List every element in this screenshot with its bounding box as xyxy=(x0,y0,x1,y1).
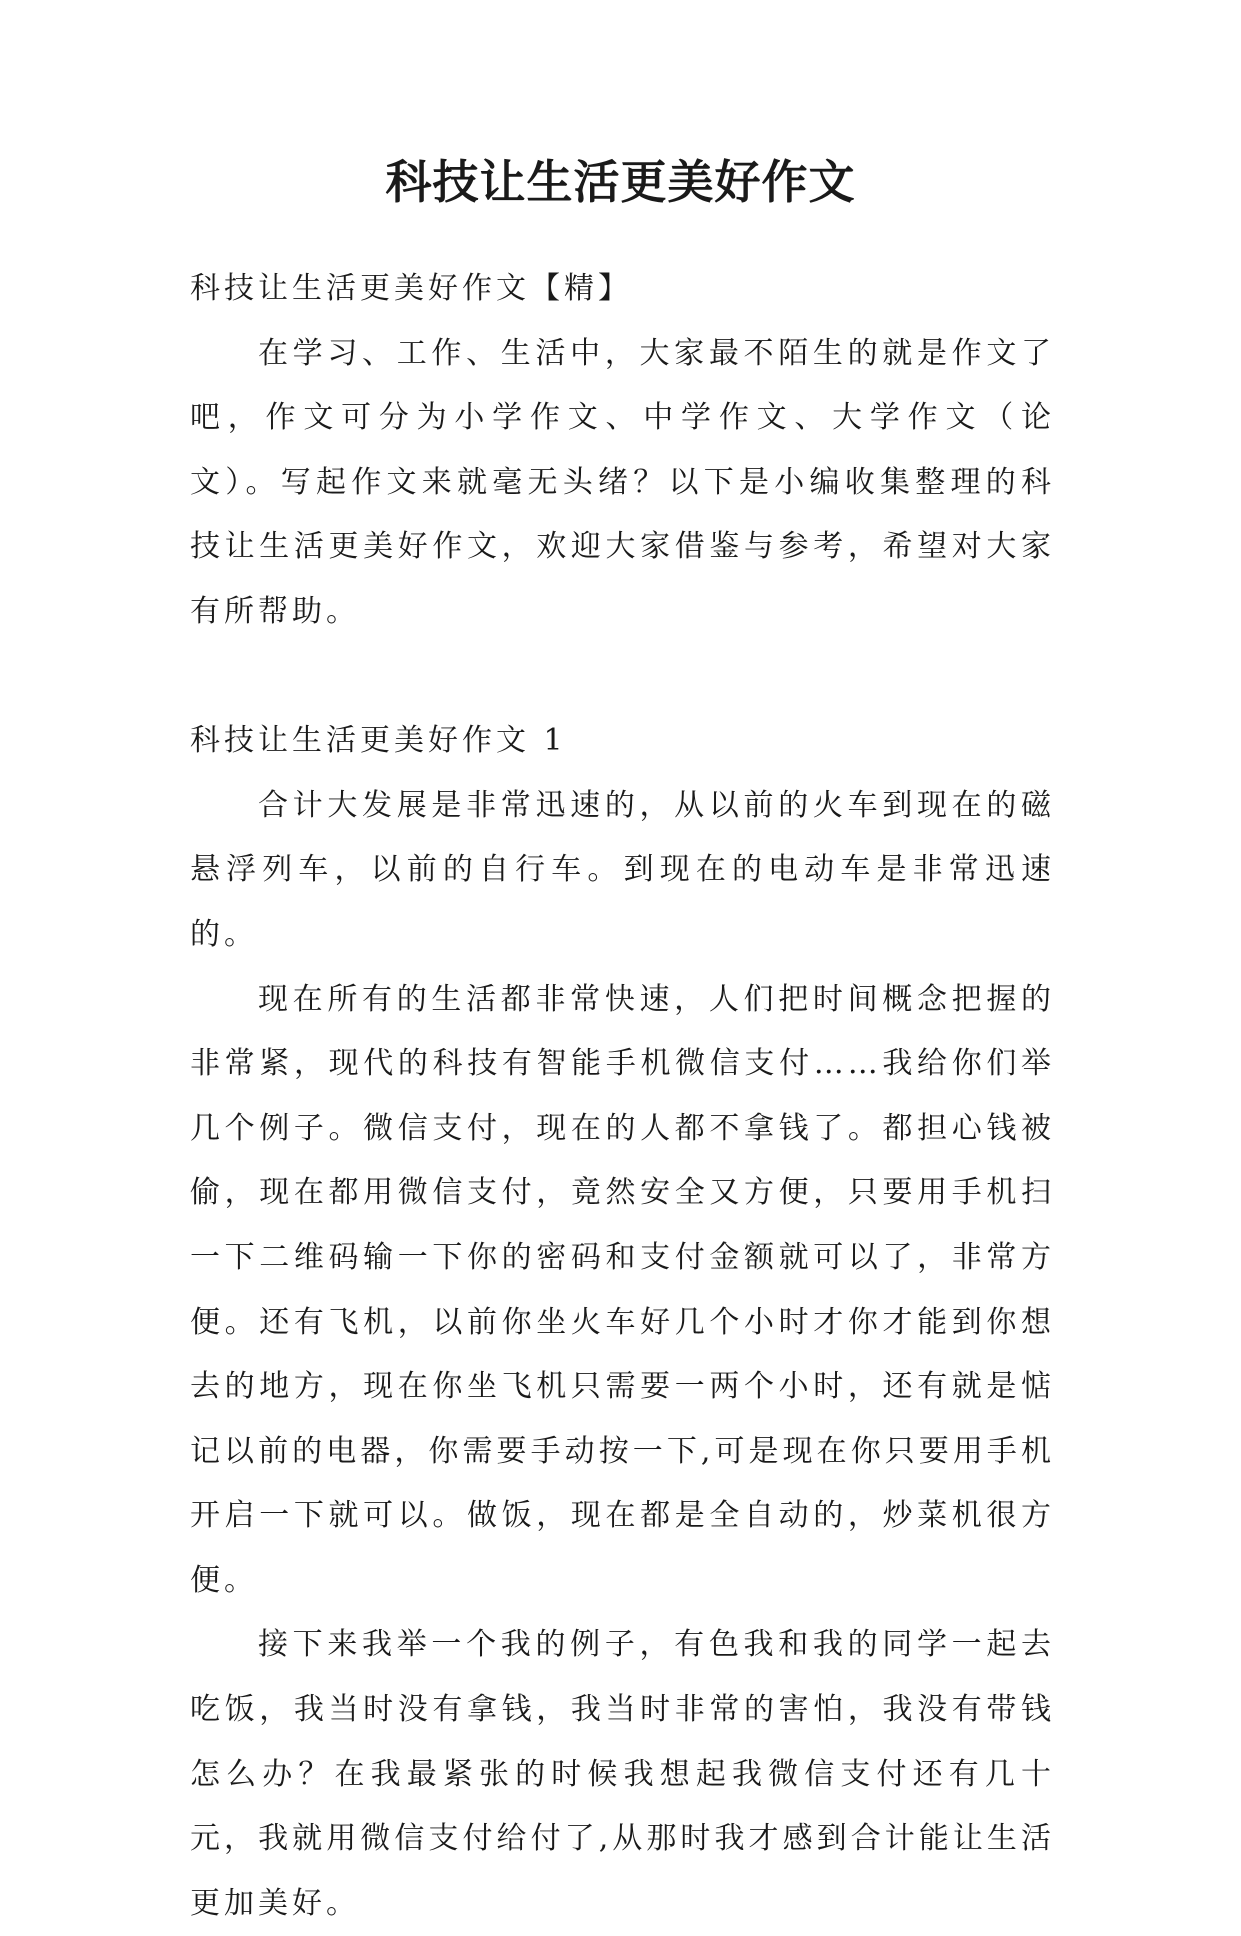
document-title: 科技让生活更美好作文 xyxy=(385,155,856,209)
paragraph-gap xyxy=(190,645,1055,710)
body-paragraph: 合计大发展是非常迅速的，从以前的火车到现在的磁悬浮列车，以前的自行车。到现在的电动车是非常迅速的。 xyxy=(190,787,1055,952)
section-heading: 科技让生活更美好作文 1 xyxy=(190,723,567,759)
document-subtitle: 科技让生活更美好作文【精】 xyxy=(190,271,632,306)
document-body xyxy=(190,257,1055,1936)
intro-paragraph: 在学习、工作、生活中，大家最不陌生的就是作文了吧，作文可分为小学作文、中学作文、大学作文（论文）。写起作文来就毫无头绪？以下是小编收集整理的科技让生活更美好作文，欢迎大家借鉴与参考，希望对大家有所帮助。 xyxy=(190,335,1055,629)
body-paragraph: 接下来我举一个我的例子，有色我和我的同学一起去吃饭，我当时没有拿钱，我当时非常的害怕，我没有带钱怎么办？在我最紧张的时候我想起我微信支付还有几十元，我就用微信支付给付了,从那时我才感到合计能让生活更加美好。 xyxy=(190,1627,1055,1921)
body-paragraph: 现在所有的生活都非常快速，人们把时间概念把握的非常紧，现代的科技有智能手机微信支付……我给你们举几个例子。微信支付，现在的人都不拿钱了。都担心钱被偷，现在都用微信支付，竟然安全又方便，只要用手机扫一下二维码输一下你的密码和支付金额就可以了，非常方便。还有飞机，以前你坐火车好几个小时才你才能到你想去的地方，现在你坐飞机只需要一两个小时，还有就是惦记以前的电器，你需要手动按一下,可是现在你只要用手机开启一下就可以。做饭，现在都是全自动的，炒菜机很方便。 xyxy=(190,981,1055,1598)
